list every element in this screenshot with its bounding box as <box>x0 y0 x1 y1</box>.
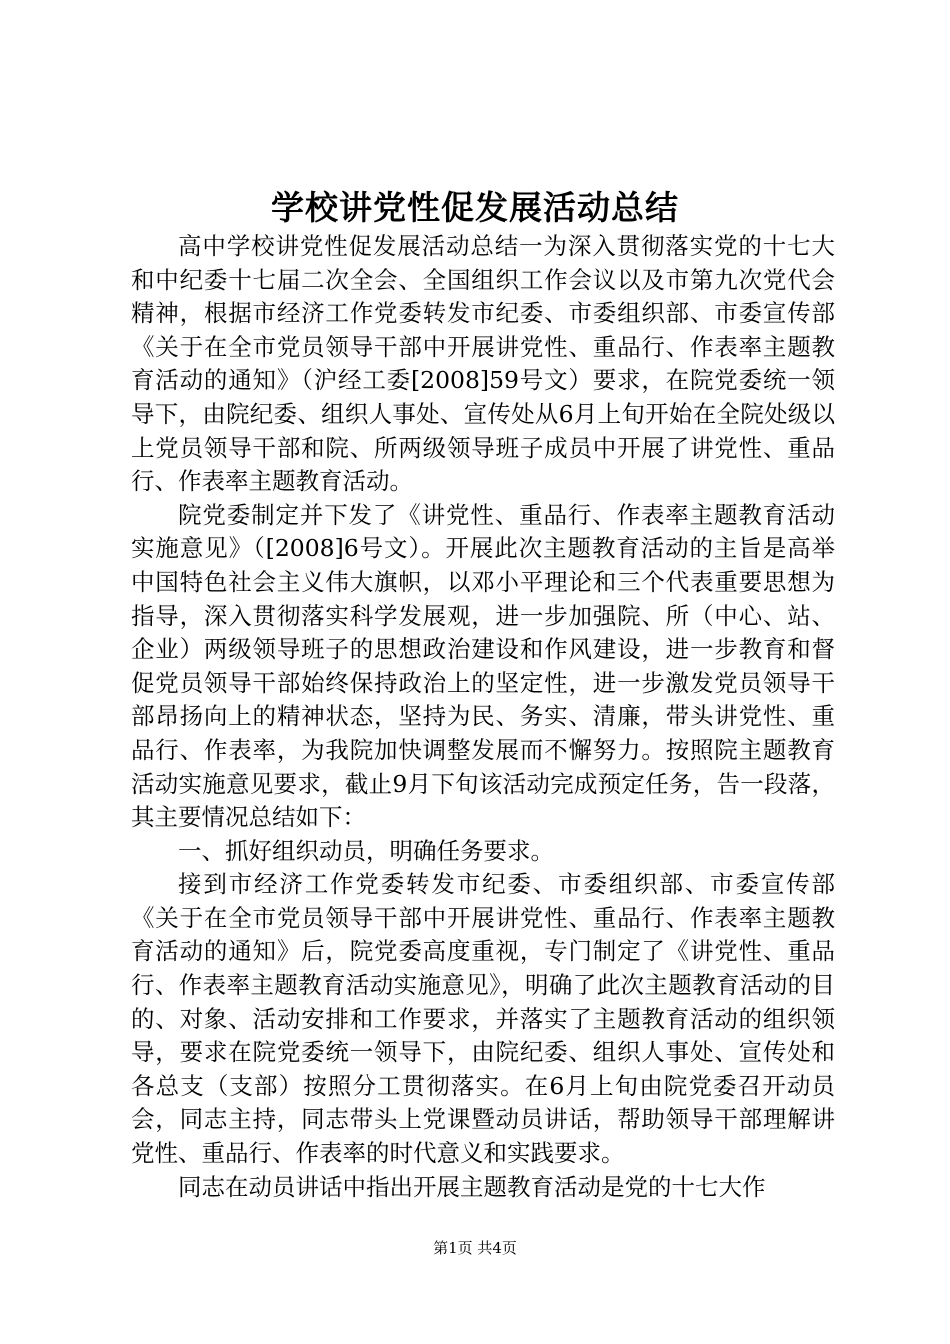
paragraph-speech: 同志在动员讲话中指出开展主题教育活动是党的十七大作 <box>178 1172 766 1201</box>
document-body <box>131 230 835 1204</box>
paragraph-implementation-opinion: 院党委制定并下发了《讲党性、重品行、作表率主题教育活动实施意见》（[2008]6号文）。开展此次主题教育活动的主旨是高举中国特色社会主义伟大旗帜，以邓小平理论和三个代表重要思想为指导，深入贯彻落实科学发展观，进一步加强院、所（中心、站、企业）两级领导班子的思想政治建设和作风建设，进一步教育和督促党员领导干部始终保持政治上的坚定性，进一步激发党员领导干部昂扬向上的精神状态，坚持为民、务实、清廉，带头讲党性、重品行、作表率，为我院加快调整发展而不懈努力。按照院主题教育活动实施意见要求，截止9月下旬该活动完成预定任务，告一段落，其主要情况总结如下： <box>131 500 835 832</box>
document-title: 学校讲党性促发展活动总结 <box>271 188 679 227</box>
paragraph-mobilization: 接到市经济工作党委转发市纪委、市委组织部、市委宣传部《关于在全市党员领导干部中开展讲党性、重品行、作表率主题教育活动的通知》后，院党委高度重视，专门制定了《讲党性、重品行、作表率主题教育活动实施意见》，明确了此次主题教育活动的目的、对象、活动安排和工作要求，并落实了主题教育活动的组织领导，要求在院党委统一领导下，由院纪委、组织人事处、宣传处和各总支（支部）按照分工贯彻落实。在6月上旬由院党委召开动员会，同志主持，同志带头上党课暨动员讲话，帮助领导干部理解讲党性、重品行、作表率的时代意义和实践要求。 <box>131 870 835 1168</box>
section-heading-1: 一、抓好组织动员，明确任务要求。 <box>178 836 554 865</box>
page-number-footer: 第1页 共4页 <box>433 1239 517 1257</box>
paragraph-intro: 高中学校讲党性促发展活动总结一为深入贯彻落实党的十七大和中纪委十七届二次全会、全国组织工作会议以及市第九次党代会精神，根据市经济工作党委转发市纪委、市委组织部、市委宣传部《关于在全市党员领导干部中开展讲党性、重品行、作表率主题教育活动的通知》（沪经工委[2008]59号文）要求，在院党委统一领导下，由院纪委、组织人事处、宣传处从6月上旬开始在全院处级以上党员领导干部和院、所两级领导班子成员中开展了讲党性、重品行、作表率主题教育活动。 <box>131 232 835 496</box>
